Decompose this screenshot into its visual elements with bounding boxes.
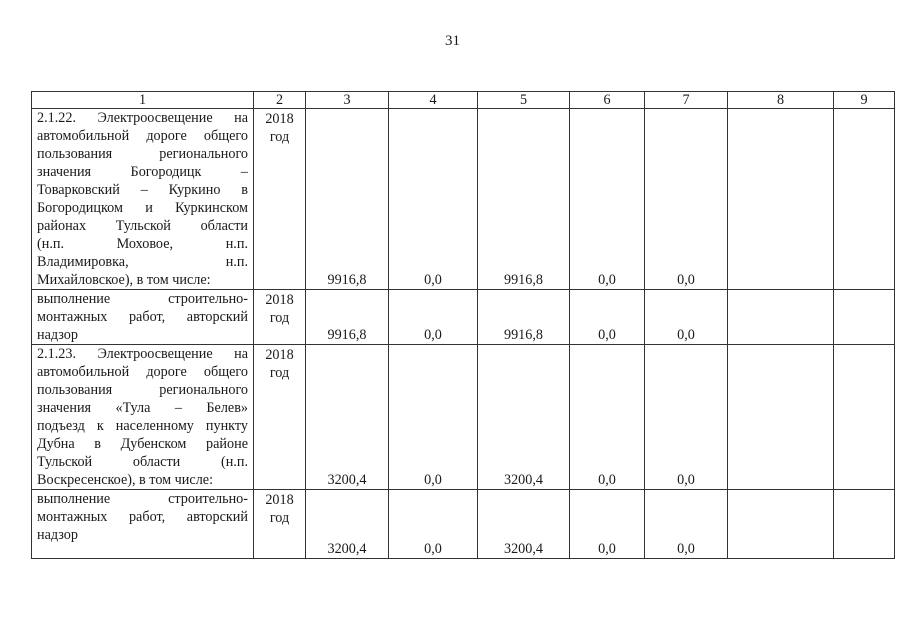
year-unit: год [269,510,290,526]
year-unit: год [269,310,290,326]
value-cell-c9 [834,290,895,345]
header-cell-7: 7 [645,92,728,109]
value-text: 9916,8 [327,327,367,343]
description-line: надзор [37,527,78,543]
description-line: надзор [37,327,78,343]
value-cell-c5 [478,345,570,490]
year-cell [254,109,306,290]
value-cell-c6 [570,290,645,345]
value-cell-c3 [306,109,389,290]
value-text: 0,0 [598,327,616,343]
header-cell-8: 8 [728,92,834,109]
value-text: 0,0 [677,272,695,288]
description-cell [32,290,254,345]
description-cell [32,345,254,490]
value-cell-c8 [728,109,834,290]
value-cell-c5 [478,290,570,345]
year-unit: год [269,129,290,145]
value-text: 3200,4 [503,541,543,557]
table-row [32,290,895,345]
header-cell-5: 5 [478,92,570,109]
value-text: 0,0 [424,327,442,343]
value-cell-c9 [834,109,895,290]
description-line: Товарковский – Куркино в [37,182,248,198]
description-line: пользования регионального [37,382,248,398]
table-row [32,490,895,559]
year-cell [254,345,306,490]
value-text: 3200,4 [503,472,543,488]
value-cell-c8 [728,490,834,559]
value-text: 0,0 [598,472,616,488]
value-cell-c7 [645,490,728,559]
table-row [32,109,895,290]
value-cell-c7 [645,109,728,290]
value-cell-c3 [306,290,389,345]
description-line: выполнение строительно- [37,291,248,307]
value-text: 3200,4 [327,541,367,557]
description-line: Богородицком и Куркинском [37,200,248,216]
description-cell [32,490,254,559]
value-text: 9916,8 [503,327,543,343]
description-line: Тульской области (н.п. [37,454,248,470]
description-cell [32,109,254,290]
value-cell-c8 [728,290,834,345]
description-line: (н.п. Моховое, н.п. [37,236,248,252]
page-number: 31 [445,33,460,49]
value-cell-c6 [570,490,645,559]
value-cell-c4 [389,490,478,559]
year-cell [254,490,306,559]
value-text: 0,0 [424,272,442,288]
description-line: монтажных работ, авторский [37,509,248,525]
value-text: 9916,8 [327,272,367,288]
table-row [32,345,895,490]
description-line: выполнение строительно- [37,491,248,507]
value-text: 9916,8 [503,272,543,288]
value-text: 3200,4 [327,472,367,488]
header-cell-9: 9 [834,92,895,109]
description-line: подъезд к населенному пункту [37,418,248,434]
value-cell-c4 [389,290,478,345]
year-unit: год [269,365,290,381]
description-line: значения Богородицк – [37,164,248,180]
value-text: 0,0 [598,272,616,288]
value-cell-c3 [306,490,389,559]
header-cell-3: 3 [306,92,389,109]
value-text: 0,0 [424,472,442,488]
description-line: значения «Тула – Белев» [37,400,248,416]
value-cell-c3 [306,345,389,490]
year-value: 2018 [265,492,294,508]
value-cell-c6 [570,109,645,290]
description-line: Дубна в Дубенском районе [37,436,248,452]
year-value: 2018 [265,292,294,308]
value-text: 0,0 [677,541,695,557]
value-text: 0,0 [598,541,616,557]
value-cell-c5 [478,490,570,559]
description-line: монтажных работ, авторский [37,309,248,325]
value-cell-c4 [389,345,478,490]
value-text: 0,0 [424,541,442,557]
header-cell-6: 6 [570,92,645,109]
description-line: 2.1.23. Электроосвещение на [37,346,248,362]
description-line: Воскресенское), в том числе: [37,472,214,488]
year-cell [254,290,306,345]
value-cell-c6 [570,345,645,490]
value-cell-c7 [645,290,728,345]
year-value: 2018 [265,347,294,363]
value-cell-c5 [478,109,570,290]
header-cell-4: 4 [389,92,478,109]
year-value: 2018 [265,111,294,127]
header-cell-1: 1 [32,92,254,109]
value-cell-c8 [728,345,834,490]
value-cell-c7 [645,345,728,490]
header-row [32,92,895,109]
description-line: пользования регионального [37,146,248,162]
description-line: 2.1.22. Электроосвещение на [37,110,248,126]
description-line: районах Тульской области [37,218,248,234]
description-line: автомобильной дороге общего [37,364,248,380]
description-line: Владимировка, н.п. [37,254,248,270]
description-line: автомобильной дороге общего [37,128,248,144]
value-cell-c9 [834,345,895,490]
value-cell-c4 [389,109,478,290]
value-text: 0,0 [677,327,695,343]
description-line: Михайловское), в том числе: [37,272,211,288]
data-table [31,91,895,559]
value-cell-c9 [834,490,895,559]
header-cell-2: 2 [254,92,306,109]
value-text: 0,0 [677,472,695,488]
